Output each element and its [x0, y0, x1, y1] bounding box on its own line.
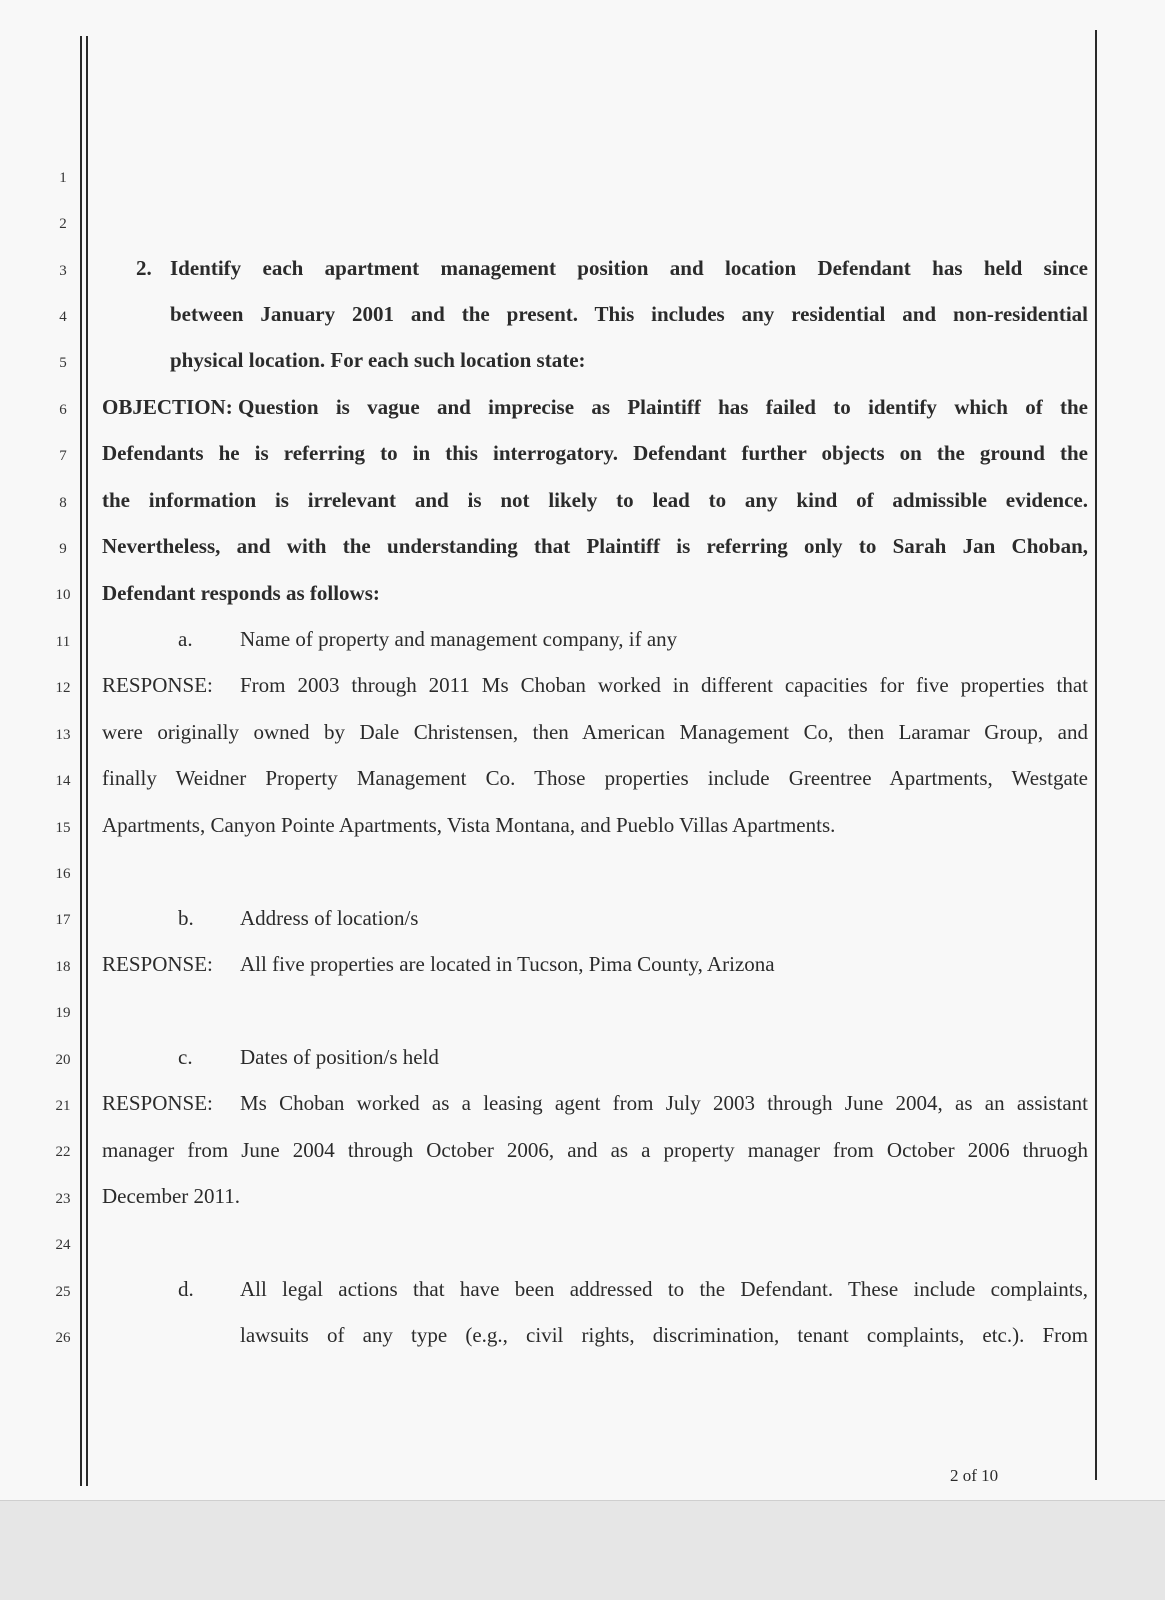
- line-number: 15: [55, 820, 71, 836]
- response-label: RESPONSE:: [102, 1091, 213, 1115]
- objection-text-line: the information is irrelevant and is not likely to lead to any kind of admissible evidence.: [102, 488, 1088, 512]
- line-number: 5: [59, 355, 67, 371]
- line-number: 12: [55, 680, 71, 696]
- response-text-line: were originally owned by Dale Christensen, then American Management Co, then Laramar Group, and: [102, 720, 1088, 744]
- response-text-line: From 2003 through 2011 Ms Choban worked in different capacities for five properties that: [240, 673, 1088, 697]
- subitem-text: Dates of position/s held: [240, 1045, 439, 1069]
- objection-label: OBJECTION:: [102, 395, 233, 419]
- subitem-text: Address of location/s: [240, 906, 419, 930]
- line-number: 8: [59, 495, 67, 511]
- objection-text-line: Defendant responds as follows:: [102, 581, 380, 605]
- response-text-line: December 2011.: [102, 1184, 240, 1208]
- line-number: 25: [55, 1284, 71, 1300]
- line-number: 21: [55, 1098, 71, 1114]
- subitem-text-line: All legal actions that have been addressed to the Defendant. These include complaints,: [240, 1277, 1088, 1301]
- subitem-text: Name of property and management company, if any: [240, 627, 678, 651]
- subitem-text-line: lawsuits of any type (e.g., civil rights, discrimination, tenant complaints, etc.). From: [240, 1323, 1088, 1347]
- response-text-line: Apartments, Canyon Pointe Apartments, Vista Montana, and Pueblo Villas Apartments.: [102, 813, 836, 837]
- interrogatory-text-line: physical location. For each such location state:: [170, 348, 586, 372]
- line-number: 3: [59, 263, 67, 279]
- line-number: 7: [59, 448, 67, 464]
- line-number: 22: [55, 1144, 71, 1160]
- line-number: 2: [59, 216, 67, 232]
- line-number: 6: [59, 402, 67, 418]
- line-number: 17: [55, 912, 71, 928]
- interrogatory-number: 2.: [136, 256, 152, 280]
- subitem-letter: b.: [178, 906, 194, 930]
- scan-margin: [0, 1501, 1165, 1600]
- interrogatory-text-line: Identify each apartment management position and location Defendant has held since: [170, 256, 1088, 280]
- line-number: 14: [55, 773, 71, 789]
- interrogatory-text-line: between January 2001 and the present. This includes any residential and non-residential: [170, 302, 1088, 326]
- page-number: 2 of 10: [950, 1466, 999, 1485]
- line-number: 10: [55, 587, 71, 603]
- line-number: 24: [55, 1237, 71, 1253]
- response-text-line: Ms Choban worked as a leasing agent from July 2003 through June 2004, as an assistant: [240, 1091, 1088, 1115]
- line-number: 13: [55, 727, 71, 743]
- line-number: 4: [59, 309, 67, 325]
- right-margin-rule: [1095, 30, 1097, 1480]
- response-text-line: manager from June 2004 through October 2006, and as a property manager from October 2006 thruogh: [102, 1138, 1088, 1162]
- line-number: 9: [59, 541, 67, 557]
- response-text-line: finally Weidner Property Management Co. Those properties include Greentree Apartments, Westgate: [102, 766, 1088, 790]
- left-margin-rule: [80, 36, 82, 1486]
- objection-text-line: Defendants he is referring to in this interrogatory. Defendant further objects on the ground the: [102, 441, 1088, 465]
- left-margin-rule-inner: [86, 36, 88, 1486]
- response-text-line: All five properties are located in Tucson, Pima County, Arizona: [240, 952, 775, 976]
- line-number: 11: [55, 634, 71, 650]
- response-label: RESPONSE:: [102, 952, 213, 976]
- line-number: 26: [55, 1330, 71, 1346]
- objection-text-line: Nevertheless, and with the understanding that Plaintiff is referring only to Sarah Jan Choban,: [102, 534, 1088, 558]
- line-number: 18: [55, 959, 71, 975]
- line-number: 16: [55, 866, 71, 882]
- response-label: RESPONSE:: [102, 673, 213, 697]
- subitem-letter: c.: [178, 1045, 193, 1069]
- subitem-letter: d.: [178, 1277, 194, 1301]
- subitem-letter: a.: [178, 627, 193, 651]
- objection-text-line: Question is vague and imprecise as Plaintiff has failed to identify which of the: [238, 395, 1088, 419]
- line-number: 20: [55, 1052, 71, 1068]
- line-number: 23: [55, 1191, 71, 1207]
- line-number: 19: [55, 1005, 71, 1021]
- line-number: 1: [59, 170, 67, 186]
